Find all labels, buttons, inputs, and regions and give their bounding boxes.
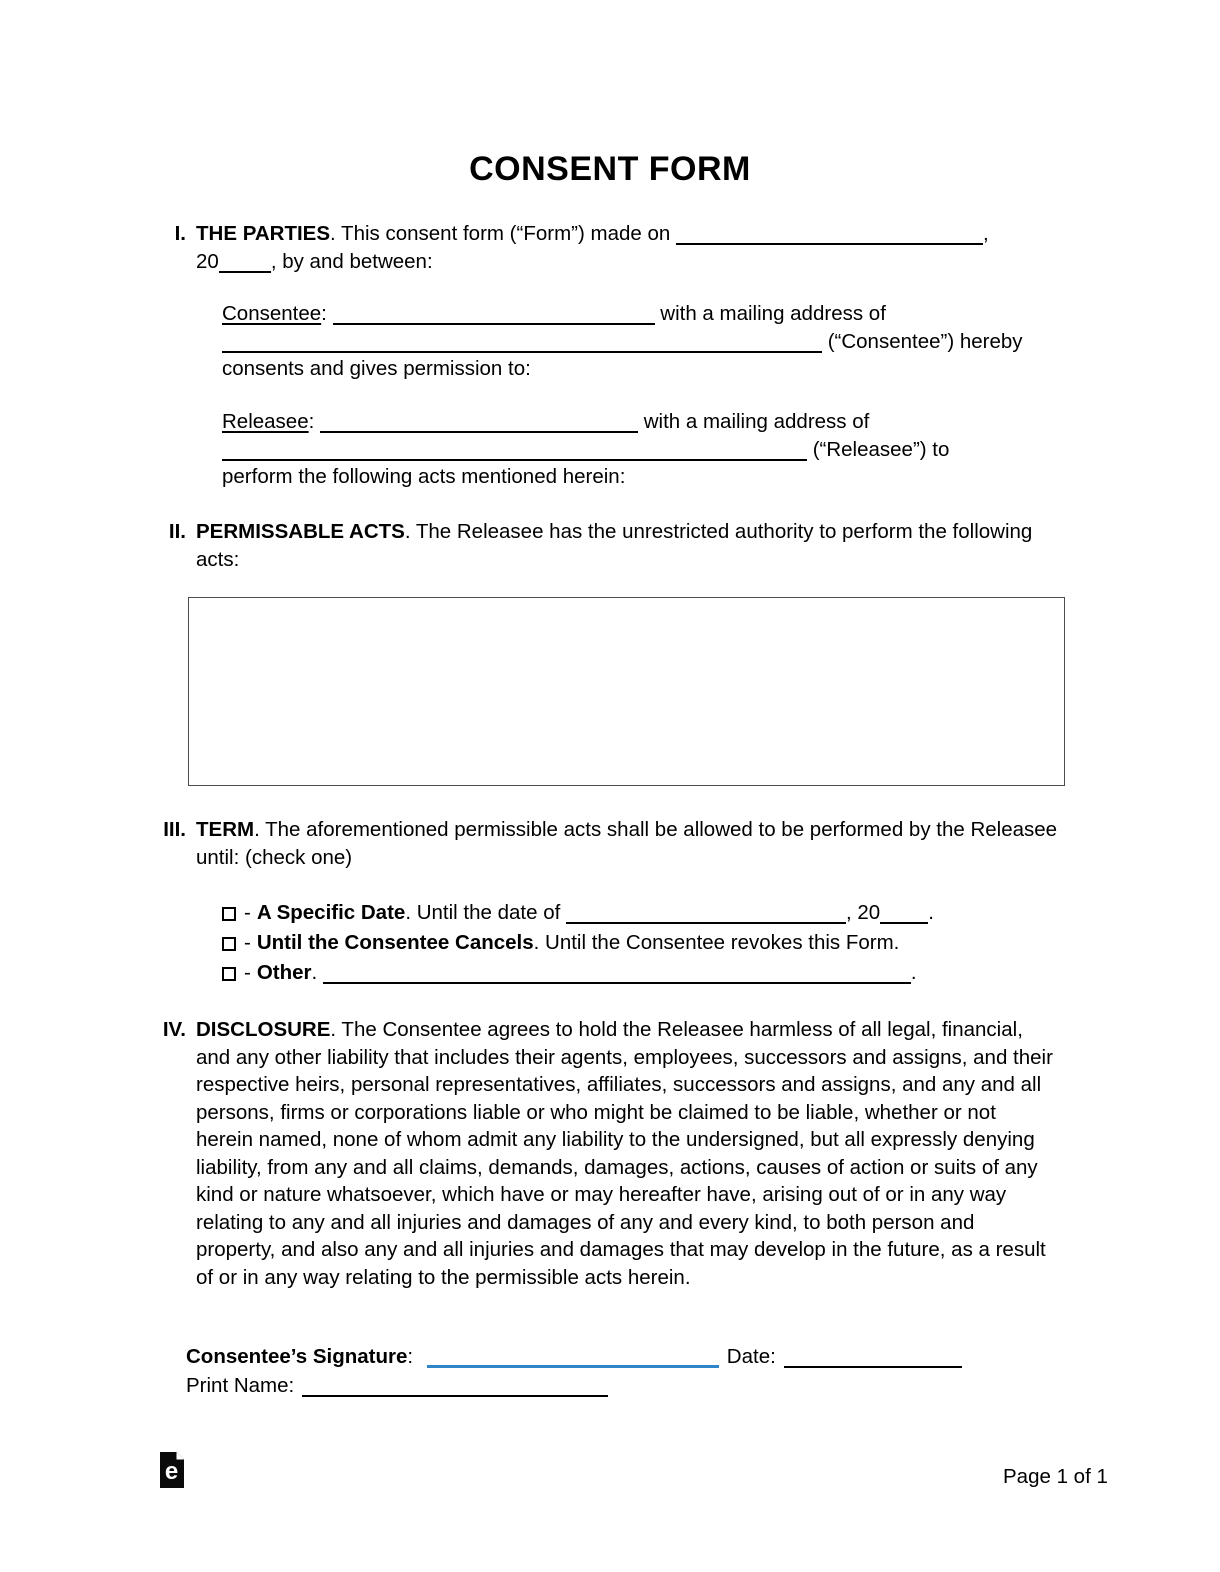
releasee-paren-text: (“Releasee”) to <box>807 437 950 461</box>
disclosure-text: . The Consentee agrees to hold the Releasee harmless of all legal, financial, and any other liability that includes their agents, employees, successors and assigns, and their respective heirs, personal representatives, affiliates, successors and assigns, and any and all persons, firms or corporations liable or who might be claimed to be liable, whether or not herein named, none of whom admit any liability to the undersigned, but all expressly denying liability, from any and all claims, demands, damages, actions, causes of action or suits of any kind or nature whatsoever, which have or may hereafter have, arising out of or in any way relating to any and all injuries and damages of any and every kind, to both person and property, and also any and all injuries and damages that may develop in the future, as a result of or in any way relating to the permissible acts herein. <box>196 1018 1053 1289</box>
consentee-signature-field[interactable] <box>427 1350 719 1368</box>
svg-text:e: e <box>164 1458 179 1485</box>
option-until-cancels <box>222 928 1052 958</box>
option-specific-date-period: . <box>928 901 934 924</box>
parties-intro-tail: , by and between: <box>270 249 433 273</box>
checkbox-other[interactable] <box>222 967 236 981</box>
term-heading: TERM <box>196 818 255 841</box>
section-permissable-acts <box>150 518 1062 573</box>
consentee-tail-text: consents and gives permission to: <box>222 357 531 380</box>
consentee-address-field[interactable] <box>222 336 822 353</box>
permissable-acts-intro <box>196 518 1058 573</box>
parties-heading: THE PARTIES <box>196 222 331 245</box>
consentee-label: Consentee <box>222 302 322 325</box>
checkbox-specific-date[interactable] <box>222 907 236 921</box>
page-title: CONSENT FORM <box>469 150 751 188</box>
term-options <box>222 898 1052 988</box>
parties-intro-text: . This consent form (“Form”) made on <box>330 222 676 245</box>
checkbox-until-cancels[interactable] <box>222 937 236 951</box>
option-specific-date <box>222 898 1052 928</box>
option-dash: - <box>244 931 251 954</box>
permissable-acts-box[interactable] <box>188 597 1065 786</box>
date-label: Date: <box>726 1345 776 1368</box>
page-indicator: Page 1 of 1 <box>1003 1465 1108 1488</box>
releasee-name-field[interactable] <box>320 416 638 433</box>
option-other-label: Other <box>256 961 312 984</box>
section-numeral-2: II. <box>168 520 186 543</box>
option-other <box>222 958 1052 988</box>
term-text: . The aforementioned permissible acts shall be allowed to be performed by the Releasee until: (check one) <box>196 818 1058 869</box>
consentee-paren-text: (“Consentee”) hereby <box>822 329 1023 353</box>
option-dash: - <box>244 961 251 984</box>
parties-intro-comma: , <box>982 222 989 245</box>
option-other-text: . <box>311 961 323 984</box>
parties-year-prefix: 20 <box>196 249 219 273</box>
parties-intro <box>196 220 1058 275</box>
consentee-signature-colon: : <box>407 1345 419 1368</box>
option-specific-date-after: , 20 <box>846 901 881 924</box>
print-name-field[interactable] <box>302 1380 608 1397</box>
consentee-colon: : <box>321 302 333 325</box>
option-until-cancels-text: . Until the Consentee revokes this Form. <box>533 931 900 954</box>
section-term <box>150 816 1062 871</box>
permissable-acts-heading: PERMISSABLE ACTS <box>196 520 405 543</box>
form-made-on-date-field[interactable] <box>676 228 983 245</box>
specific-date-field[interactable] <box>566 907 846 924</box>
section-numeral-3: III. <box>163 818 186 841</box>
releasee-label: Releasee <box>222 410 309 433</box>
option-dash: - <box>244 901 251 924</box>
consentee-signature-label: Consentee’s Signature <box>186 1345 408 1368</box>
releasee-mailing-text: with a mailing address of <box>638 410 870 433</box>
form-year-field[interactable] <box>219 256 271 273</box>
consentee-name-field[interactable] <box>333 308 655 325</box>
releasee-tail-text: perform the following acts mentioned herein: <box>222 465 626 488</box>
section-numeral-1: I. <box>174 222 186 245</box>
releasee-address-field[interactable] <box>222 444 807 461</box>
option-until-cancels-label: Until the Consentee Cancels <box>256 931 534 954</box>
term-intro <box>196 816 1058 871</box>
option-specific-date-label: A Specific Date <box>256 901 406 924</box>
section-the-parties <box>150 220 1062 275</box>
permissable-acts-text: . The Releasee has the unrestricted authority to perform the following acts: <box>196 520 1033 571</box>
eforms-logo-icon <box>159 1452 185 1488</box>
section-numeral-4: IV. <box>162 1018 186 1041</box>
print-name-label: Print Name: <box>186 1374 295 1397</box>
consentee-paragraph <box>222 300 1052 383</box>
signature-date-field[interactable] <box>784 1351 962 1368</box>
other-field[interactable] <box>323 967 911 984</box>
option-specific-date-text: . Until the date of <box>405 901 567 924</box>
consentee-mailing-text: with a mailing address of <box>654 302 886 325</box>
specific-year-field[interactable] <box>880 907 928 924</box>
signature-block <box>186 1342 1070 1400</box>
releasee-paragraph <box>222 408 1052 491</box>
releasee-colon: : <box>308 410 321 433</box>
disclosure-paragraph <box>196 1016 1058 1291</box>
disclosure-heading: DISCLOSURE <box>196 1018 331 1041</box>
option-other-period: . <box>910 961 917 984</box>
section-disclosure <box>150 1016 1062 1291</box>
